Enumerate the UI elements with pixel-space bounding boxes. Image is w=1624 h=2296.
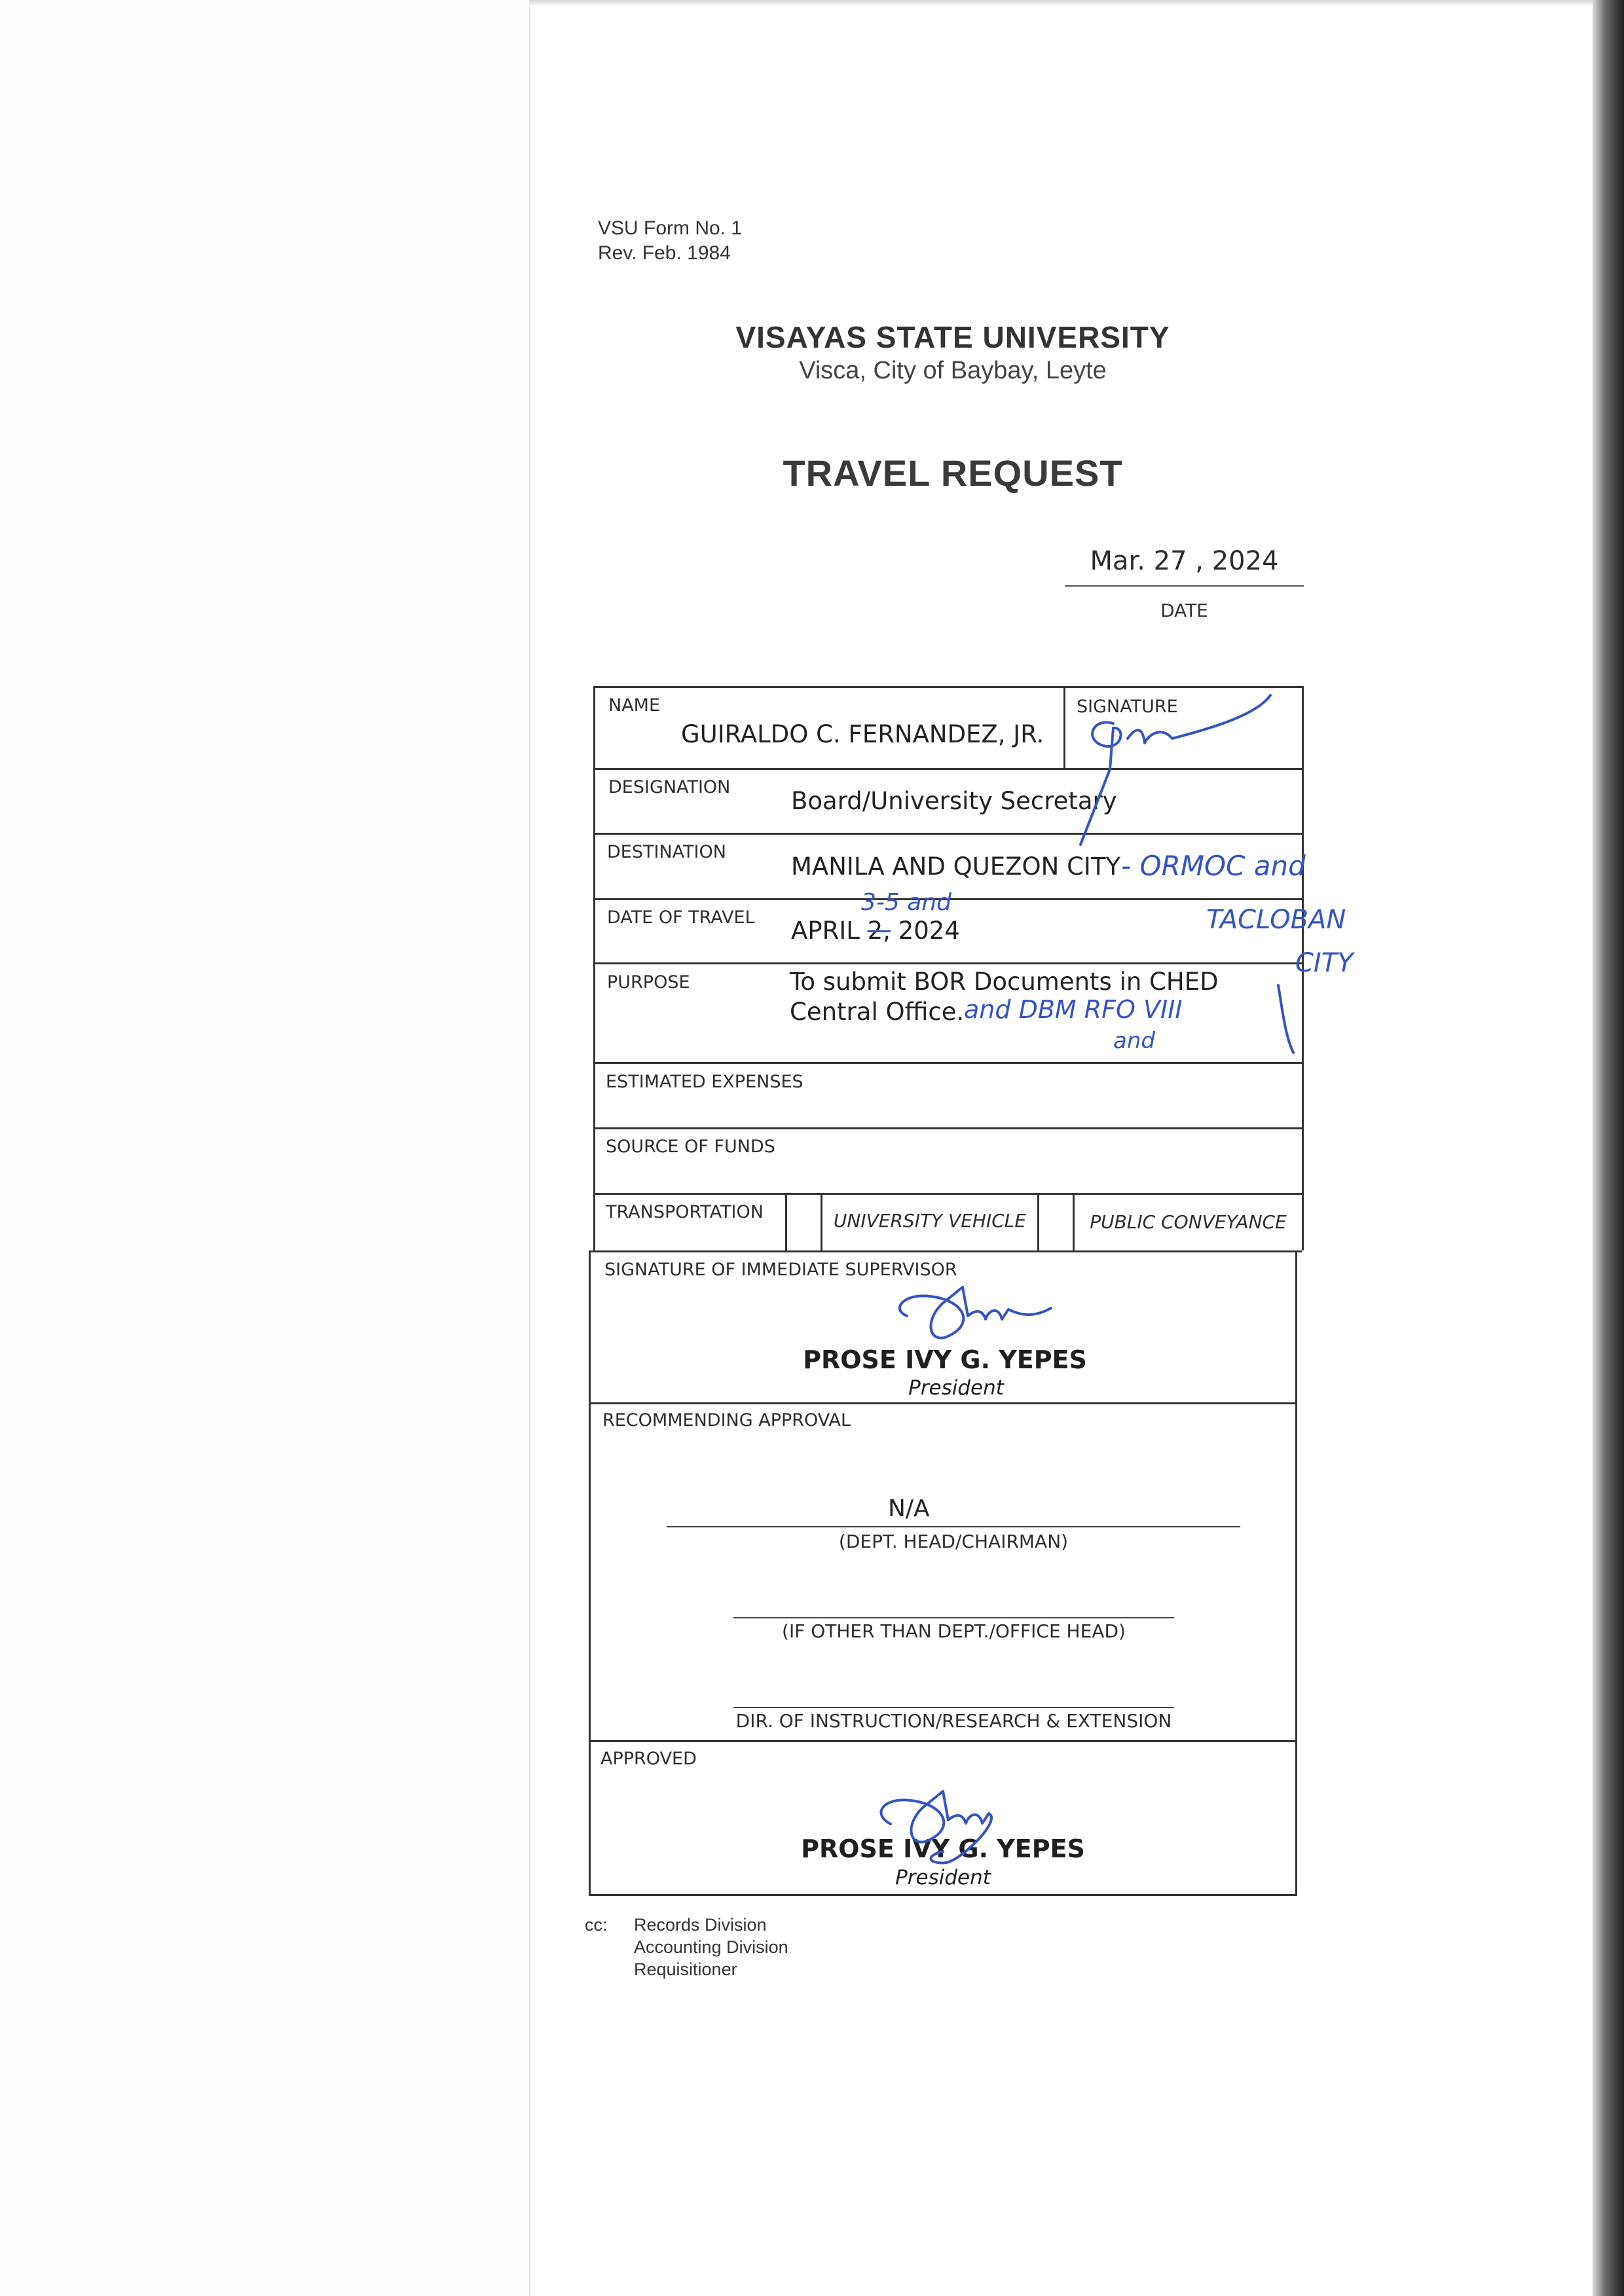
university-name: VISAYAS STATE UNIVERSITY <box>735 320 1170 354</box>
date-of-travel-struck-day: 2, <box>867 917 891 945</box>
purpose-label: PURPOSE <box>607 972 690 993</box>
name-label: NAME <box>608 695 661 716</box>
public-conveyance-checkbox <box>1039 1195 1073 1250</box>
director-caption: DIR. OF INSTRUCTION/RESEARCH & EXTENSION <box>735 1710 1172 1732</box>
row-line <box>589 1740 1297 1742</box>
supervisor-signature <box>900 1287 1051 1338</box>
destination-value: MANILA AND QUEZON CITY <box>791 852 1121 881</box>
row-line <box>593 833 1304 835</box>
other-head-caption: (IF OTHER THAN DEPT./OFFICE HEAD) <box>782 1620 1126 1642</box>
date-of-travel-value <box>791 917 960 945</box>
date-label: DATE <box>1160 600 1208 621</box>
cc-list <box>634 1914 788 1980</box>
request-date: Mar. 27 , 2024 <box>1090 546 1279 576</box>
handwritten-destination-addition-3: CITY <box>1295 948 1354 978</box>
transportation-label: TRANSPORTATION <box>606 1202 764 1222</box>
form-border-left <box>593 686 595 1250</box>
estimated-expenses-label: ESTIMATED EXPENSES <box>606 1072 803 1092</box>
date-of-travel-month: APRIL <box>791 917 868 945</box>
form-number-text: VSU Form No. 1 <box>598 217 743 239</box>
director-line <box>733 1707 1174 1708</box>
cc-recipient: Records Division <box>634 1915 767 1935</box>
university-address: Visca, City of Baybay, Leyte <box>799 357 1107 384</box>
purpose-line-2: Central Office. <box>790 998 965 1026</box>
handwritten-destination-addition-2: TACLOBAN <box>1206 905 1346 935</box>
cc-recipient: Requisitioner <box>634 1959 737 1979</box>
destination-label: DESTINATION <box>607 842 726 862</box>
handwritten-destination-addition: - ORMOC and <box>1121 850 1306 882</box>
approver-position: President <box>895 1866 991 1889</box>
dept-head-caption: (DEPT. HEAD/CHAIRMAN) <box>838 1531 1069 1552</box>
designation-value: Board/University Secretary <box>791 787 1117 815</box>
signature-column-divider <box>1063 686 1065 769</box>
row-line <box>593 1127 1304 1129</box>
recommending-approval-label: RECOMMENDING APPROVAL <box>602 1410 851 1430</box>
supervisor-position: President <box>908 1376 1004 1400</box>
scan-top-edge <box>529 0 1598 7</box>
date-underline <box>1065 585 1304 587</box>
purpose-annotation-mark <box>1278 985 1293 1053</box>
source-of-funds-label: SOURCE OF FUNDS <box>606 1137 775 1157</box>
row-line <box>593 1062 1304 1064</box>
cc-recipient: Accounting Division <box>634 1937 788 1957</box>
handwritten-purpose-addition: and DBM RFO VIII <box>964 995 1183 1024</box>
signature-label: SIGNATURE <box>1077 697 1178 717</box>
approver-name: PROSE IVY G. YEPES <box>801 1834 1085 1863</box>
date-of-travel-label: DATE OF TRAVEL <box>607 907 755 928</box>
designation-label: DESIGNATION <box>608 777 731 797</box>
public-conveyance-option: PUBLIC CONVEYANCE <box>1090 1211 1287 1233</box>
row-line <box>593 686 1304 688</box>
dept-head-line <box>667 1526 1240 1527</box>
row-line <box>593 962 1304 964</box>
form-revision-text: Rev. Feb. 1984 <box>598 242 731 264</box>
handwritten-purpose-addition-2: and <box>1113 1028 1155 1054</box>
handwritten-date-correction: 3-5 and <box>861 889 951 916</box>
cc-label: cc: <box>585 1915 608 1935</box>
row-line <box>593 1193 1304 1195</box>
row-line <box>593 768 1304 770</box>
university-vehicle-option: UNIVERSITY VEHICLE <box>833 1210 1027 1231</box>
row-line <box>589 1402 1297 1404</box>
approved-label: APPROVED <box>600 1749 697 1769</box>
university-vehicle-checkbox <box>787 1195 821 1250</box>
purpose-line-1: To submit BOR Documents in CHED <box>790 968 1219 996</box>
other-head-line <box>733 1617 1174 1618</box>
name-value: GUIRALDO C. FERNANDEZ, JR. <box>681 720 1044 748</box>
form-number <box>598 216 742 266</box>
supervisor-label: SIGNATURE OF IMMEDIATE SUPERVISOR <box>604 1260 957 1280</box>
row-line <box>589 1894 1297 1896</box>
dept-head-value: N/A <box>888 1495 930 1522</box>
row-line <box>591 1250 1302 1252</box>
page-title: TRAVEL REQUEST <box>783 452 1123 494</box>
date-of-travel-year: 2024 <box>890 917 960 945</box>
supervisor-name: PROSE IVY G. YEPES <box>803 1345 1087 1374</box>
requester-signature <box>1080 695 1270 845</box>
